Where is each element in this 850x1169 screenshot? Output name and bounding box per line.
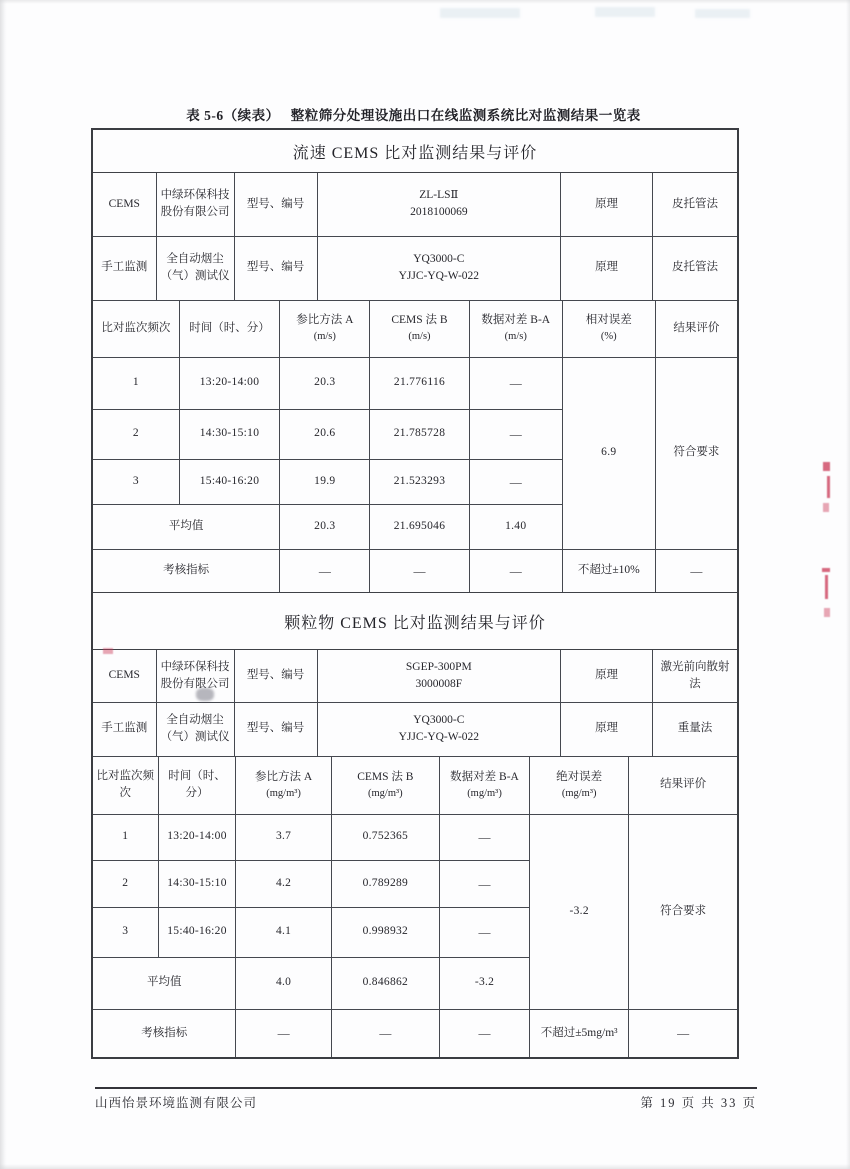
cell-model-label: 型号、编号 — [234, 236, 317, 300]
cell-criteria-cems-b: — — [370, 549, 469, 592]
cell-average-diff: -3.2 — [439, 957, 529, 1009]
comparison-result-table — [91, 128, 739, 1059]
scan-edge — [0, 1164, 850, 1169]
col-header-absolute-error — [530, 756, 629, 814]
ink-mark — [825, 575, 828, 599]
table-row — [93, 236, 737, 300]
cell-diff: — — [469, 409, 562, 459]
cell-no: 3 — [93, 907, 158, 957]
cell-time: 15:40-16:20 — [158, 907, 236, 957]
cell-model-serial — [317, 173, 560, 236]
col-header-unit: (mg/m³) — [467, 787, 502, 799]
col-header-line: 参比方法 A — [296, 314, 354, 326]
cell-instrument-kind: 手工监测 — [93, 236, 156, 300]
cell-no: 1 — [93, 357, 179, 409]
serial-number: 3000008F — [415, 677, 463, 690]
cell-time: 13:20-14:00 — [179, 357, 279, 409]
cell-cems-b: 21.523293 — [370, 459, 469, 504]
cell-instrument-device: 中绿环保科技股份有限公司 — [156, 650, 234, 702]
cell-instrument-kind: CEMS — [93, 173, 156, 236]
cell-principle-label: 原理 — [561, 236, 653, 300]
scan-smudge — [595, 7, 655, 17]
cell-criteria-ref-a: — — [280, 549, 370, 592]
model-number: YQ3000-C — [413, 252, 465, 265]
cell-criteria-diff: — — [469, 549, 562, 592]
table-row — [93, 173, 737, 236]
cell-diff: — — [439, 907, 529, 957]
model-number: YQ3000-C — [413, 713, 465, 726]
col-header-frequency: 比对监次频次 — [93, 300, 179, 357]
col-header-diff — [439, 756, 529, 814]
col-header-cems-b — [370, 300, 469, 357]
cell-instrument-device: 全自动烟尘（气）测试仪 — [156, 702, 234, 756]
model-number: SGEP-300PM — [405, 660, 472, 673]
cell-absolute-error-merged: -3.2 — [530, 814, 629, 1009]
cell-cems-b: 0.998932 — [331, 907, 439, 957]
cell-ref-a: 3.7 — [236, 814, 331, 860]
col-header-evaluation: 结果评价 — [629, 756, 737, 814]
cell-principle-label: 原理 — [561, 173, 653, 236]
ink-mark — [827, 476, 830, 498]
cell-average-ref-a: 4.0 — [236, 957, 331, 1009]
cell-ref-a: 4.1 — [236, 907, 331, 957]
cell-average-diff: 1.40 — [469, 504, 562, 549]
scan-edge — [0, 0, 7, 1169]
footer-company: 山西怡景环境监测有限公司 — [95, 1096, 258, 1110]
cell-cems-b: 0.789289 — [331, 860, 439, 907]
col-header-time: 时间（时、分） — [158, 756, 236, 814]
cell-average-cems-b: 21.695046 — [370, 504, 469, 549]
cell-criteria-error: 不超过±10% — [562, 549, 655, 592]
header-row — [93, 300, 737, 357]
cell-ref-a: 20.6 — [280, 409, 370, 459]
cell-criteria-label: 考核指标 — [93, 1009, 236, 1057]
flow-instrument-table — [93, 173, 737, 301]
section-title-pm-cems: 颗粒物 CEMS 比对监测结果与评价 — [93, 592, 737, 650]
cell-model-serial — [317, 236, 560, 300]
cell-no: 1 — [93, 814, 158, 860]
scan-smudge — [440, 8, 520, 18]
cell-principle: 激光前向散射法 — [653, 650, 737, 702]
cell-principle: 皮托管法 — [653, 236, 737, 300]
cell-instrument-kind: 手工监测 — [93, 702, 156, 756]
cell-ref-a: 19.9 — [280, 459, 370, 504]
cell-principle: 重量法 — [653, 702, 737, 756]
pm-instrument-table — [93, 650, 737, 757]
cell-diff: — — [439, 814, 529, 860]
cell-evaluation-merged: 符合要求 — [655, 357, 737, 549]
col-header-line: 数据对差 B-A — [481, 314, 551, 326]
cell-ref-a: 4.2 — [236, 860, 331, 907]
col-header-unit: (m/s) — [408, 331, 431, 343]
col-header-relative-error — [562, 300, 655, 357]
ink-mark — [823, 503, 829, 512]
cell-cems-b: 0.752365 — [331, 814, 439, 860]
cell-criteria-label: 考核指标 — [93, 549, 280, 592]
ink-mark — [822, 568, 830, 572]
cell-criteria-cems-b: — — [331, 1009, 439, 1057]
table-row — [93, 702, 737, 756]
cell-model-serial — [317, 702, 560, 756]
col-header-unit: (mg/m³) — [266, 787, 301, 799]
cell-time: 14:30-15:10 — [179, 409, 279, 459]
cell-diff: — — [469, 459, 562, 504]
col-header-line: 数据对差 B-A — [450, 770, 519, 783]
criteria-row — [93, 1009, 737, 1057]
scan-edge — [0, 0, 850, 4]
scan-edge — [846, 0, 850, 1169]
ink-mark — [824, 608, 830, 617]
serial-number: YJJC-YQ-W-022 — [398, 270, 480, 282]
serial-number: YJJC-YQ-W-022 — [398, 731, 480, 743]
model-number: ZL-LSⅡ — [419, 189, 459, 201]
cell-criteria-evaluation: — — [655, 549, 737, 592]
col-header-unit: (m/s) — [504, 331, 527, 343]
cell-average-ref-a: 20.3 — [280, 504, 370, 549]
col-header-line: 参比方法 A — [255, 770, 313, 783]
col-header-frequency: 比对监次频次 — [93, 756, 158, 814]
cell-criteria-ref-a: — — [236, 1009, 331, 1057]
cell-cems-b: 21.785728 — [370, 409, 469, 459]
cell-no: 2 — [93, 409, 179, 459]
cell-evaluation-merged: 符合要求 — [629, 814, 737, 1009]
col-header-line: 相对误差 — [585, 314, 632, 326]
col-header-line: CEMS 法 B — [391, 314, 448, 326]
col-header-unit: (m/s) — [313, 331, 336, 343]
col-header-reference-a — [280, 300, 370, 357]
ink-mark — [823, 462, 830, 471]
serial-number: 2018100069 — [410, 206, 468, 219]
cell-time: 15:40-16:20 — [179, 459, 279, 504]
cell-model-label: 型号、编号 — [234, 650, 317, 702]
cell-average-label: 平均值 — [93, 504, 280, 549]
table-row — [93, 814, 737, 860]
cell-model-serial — [317, 650, 560, 702]
cell-average-cems-b: 0.846862 — [331, 957, 439, 1009]
cell-criteria-error: 不超过±5mg/m³ — [530, 1009, 629, 1057]
col-header-time: 时间（时、分） — [179, 300, 279, 357]
cell-time: 14:30-15:10 — [158, 860, 236, 907]
col-header-evaluation: 结果评价 — [655, 300, 737, 357]
col-header-line: 绝对误差 — [556, 770, 603, 783]
footer-page-number: 第 19 页 共 33 页 — [640, 1096, 757, 1110]
header-row — [93, 756, 737, 814]
doc-title: 表 5-6（续表） 整粒筛分处理设施出口在线监测系统比对监测结果一览表 — [186, 108, 641, 123]
cell-no: 2 — [93, 860, 158, 907]
table-row — [93, 650, 737, 702]
cell-ref-a: 20.3 — [280, 357, 370, 409]
col-header-unit: (mg/m³) — [368, 787, 403, 799]
cell-model-label: 型号、编号 — [234, 702, 317, 756]
col-header-unit: (%) — [600, 331, 617, 343]
scan-smudge — [695, 9, 750, 18]
cell-cems-b: 21.776116 — [370, 357, 469, 409]
cell-instrument-device: 中绿环保科技股份有限公司 — [156, 173, 234, 236]
cell-principle-label: 原理 — [561, 702, 653, 756]
cell-instrument-kind: CEMS — [93, 650, 156, 702]
cell-criteria-diff: — — [439, 1009, 529, 1057]
flow-data-table — [93, 300, 737, 593]
table-row — [93, 357, 737, 409]
criteria-row — [93, 549, 737, 592]
cell-time: 13:20-14:00 — [158, 814, 236, 860]
cell-no: 3 — [93, 459, 179, 504]
cell-relative-error-merged: 6.9 — [562, 357, 655, 549]
cell-model-label: 型号、编号 — [234, 173, 317, 236]
col-header-line: CEMS 法 B — [357, 770, 414, 783]
pm-data-table — [93, 756, 737, 1058]
cell-principle-label: 原理 — [561, 650, 653, 702]
cell-average-label: 平均值 — [93, 957, 236, 1009]
cell-principle: 皮托管法 — [653, 173, 737, 236]
cell-criteria-evaluation: — — [629, 1009, 737, 1057]
col-header-cems-b — [331, 756, 439, 814]
section-title-flow-cems: 流速 CEMS 比对监测结果与评价 — [93, 130, 737, 173]
cell-diff: — — [439, 860, 529, 907]
col-header-diff — [469, 300, 562, 357]
cell-diff: — — [469, 357, 562, 409]
cell-instrument-device: 全自动烟尘（气）测试仪 — [156, 236, 234, 300]
col-header-reference-a — [236, 756, 331, 814]
col-header-unit: (mg/m³) — [561, 787, 597, 799]
page-footer — [95, 1087, 757, 1111]
